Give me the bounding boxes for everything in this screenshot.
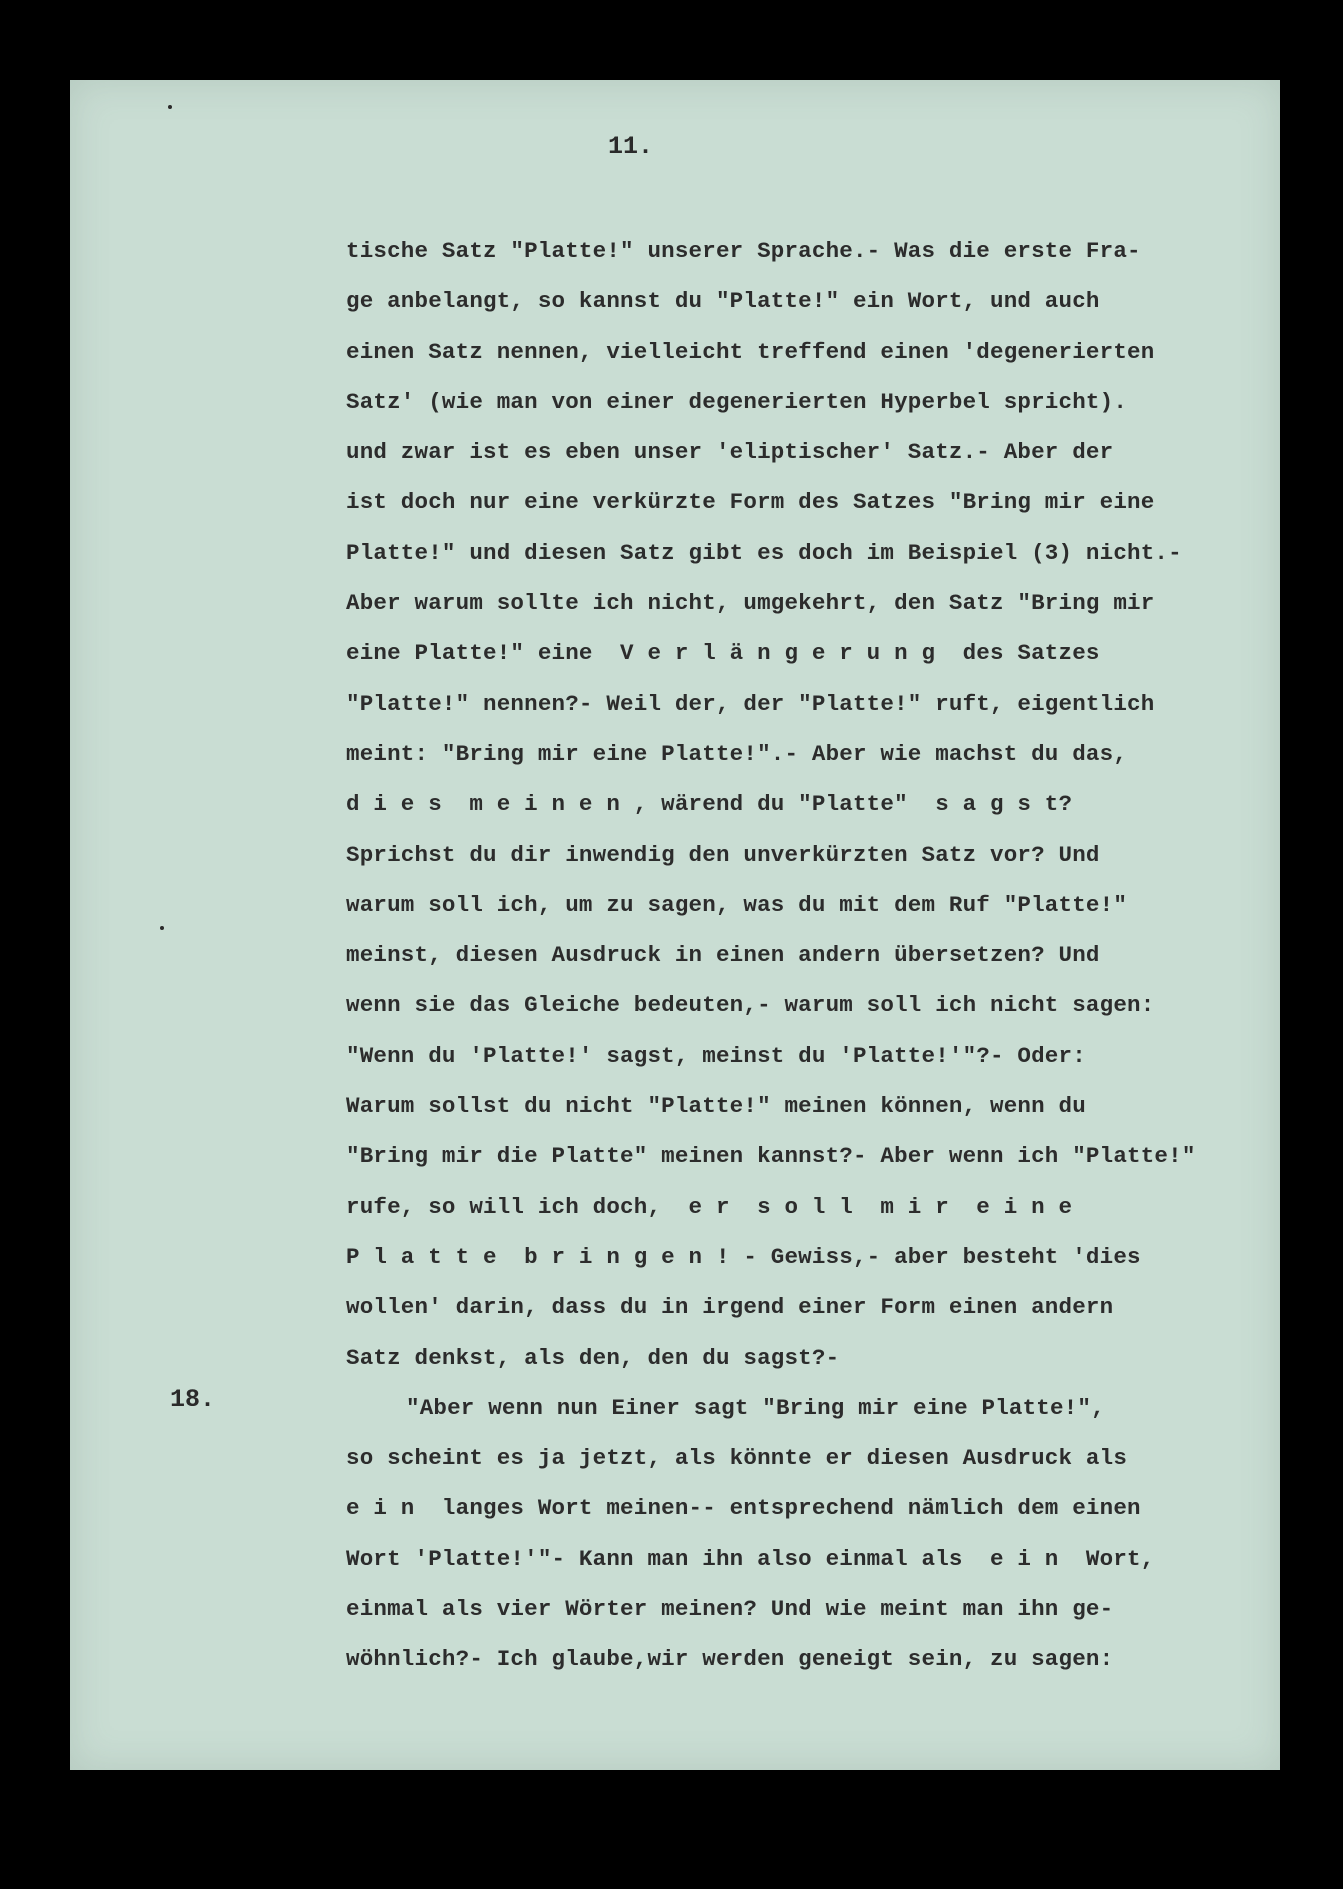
page-number: 11. bbox=[608, 132, 654, 161]
text-line: d i e s m e i n e n , wärend du "Platte" s a g s t? bbox=[346, 791, 1073, 818]
text-line: und zwar ist es eben unser 'eliptischer' Satz.- Aber der bbox=[346, 439, 1114, 466]
text-line: einmal als vier Wörter meinen? Und wie meint man ihn ge- bbox=[346, 1596, 1114, 1623]
text-line: rufe, so will ich doch, e r s o l l m i r e i n e bbox=[346, 1193, 1073, 1220]
text-line: "Aber wenn nun Einer sagt "Bring mir eine Platte!", bbox=[406, 1394, 1105, 1421]
text-line: Sprichst du dir inwendig den unverkürzten Satz vor? Und bbox=[346, 841, 1100, 868]
text-line: eine Platte!" eine V e r l ä n g e r u n g des Satzes bbox=[346, 640, 1100, 667]
text-line: wollen' darin, dass du in irgend einer Form einen andern bbox=[346, 1294, 1114, 1321]
text-line: warum soll ich, um zu sagen, was du mit dem Ruf "Platte!" bbox=[346, 891, 1128, 918]
text-line: Platte!" und diesen Satz gibt es doch im Beispiel (3) nicht.- bbox=[346, 539, 1182, 566]
text-line: wenn sie das Gleiche bedeuten,- warum soll ich nicht sagen: bbox=[346, 992, 1155, 1019]
text-line: Aber warum sollte ich nicht, umgekehrt, den Satz "Bring mir bbox=[346, 590, 1155, 617]
text-line: Wort 'Platte!'"- Kann man ihn also einmal als e i n Wort, bbox=[346, 1545, 1155, 1572]
text-line: so scheint es ja jetzt, als könnte er diesen Ausdruck als bbox=[346, 1445, 1128, 1472]
text-line: meint: "Bring mir eine Platte!".- Aber wie machst du das, bbox=[346, 740, 1128, 767]
margin-speck bbox=[168, 105, 172, 109]
margin-speck bbox=[160, 926, 164, 930]
text-line: "Wenn du 'Platte!' sagst, meinst du 'Platte!'"?- Oder: bbox=[346, 1042, 1086, 1069]
text-line: "Platte!" nennen?- Weil der, der "Platte!" ruft, eigentlich bbox=[346, 690, 1155, 717]
text-line: Warum sollst du nicht "Platte!" meinen können, wenn du bbox=[346, 1093, 1086, 1120]
text-line: meinst, diesen Ausdruck in einen andern übersetzen? Und bbox=[346, 942, 1100, 969]
text-line: Satz denkst, als den, den du sagst?- bbox=[346, 1344, 840, 1371]
section-number: 18. bbox=[170, 1385, 216, 1414]
text-line: Satz' (wie man von einer degenerierten Hyperbel spricht). bbox=[346, 388, 1128, 415]
text-line: P l a t t e b r i n g e n ! - Gewiss,- aber besteht 'dies bbox=[346, 1243, 1141, 1270]
text-line: ge anbelangt, so kannst du "Platte!" ein Wort, und auch bbox=[346, 288, 1100, 315]
text-line: einen Satz nennen, vielleicht treffend einen 'degenerierten bbox=[346, 338, 1155, 365]
text-line: ist doch nur eine verkürzte Form des Satzes "Bring mir eine bbox=[346, 489, 1155, 516]
text-line: wöhnlich?- Ich glaube,wir werden geneigt sein, zu sagen: bbox=[346, 1646, 1114, 1673]
text-line: e i n langes Wort meinen-- entsprechend nämlich dem einen bbox=[346, 1495, 1141, 1522]
text-line: tische Satz "Platte!" unserer Sprache.- Was die erste Fra- bbox=[346, 238, 1141, 264]
text-line: "Bring mir die Platte" meinen kannst?- Aber wenn ich "Platte!" bbox=[346, 1143, 1196, 1170]
typescript-text-block bbox=[346, 226, 1246, 1685]
